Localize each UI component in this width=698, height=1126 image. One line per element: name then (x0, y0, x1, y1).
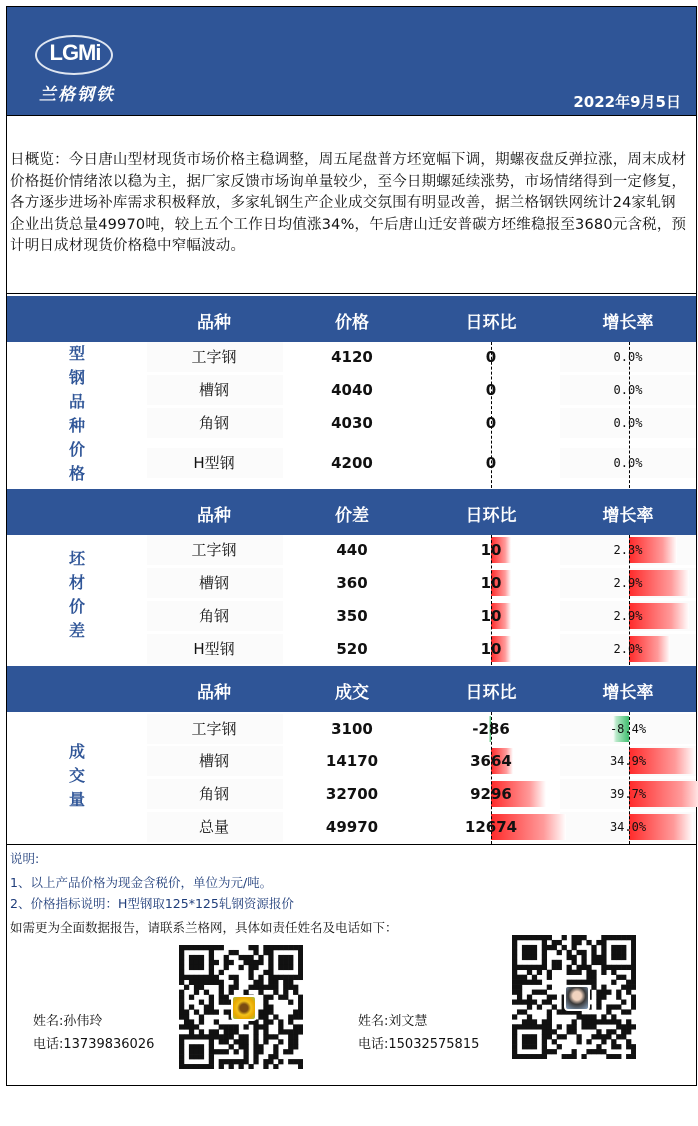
daily-change-cell: 3664 (470, 752, 512, 770)
value-cell: 32700 (325, 785, 379, 803)
table-row (7, 601, 696, 631)
col-variety: 品种 (197, 506, 231, 526)
daily-change-cell: 10 (480, 574, 502, 592)
growth-rate-cell: 0.0% (613, 416, 643, 430)
section-spread-table (7, 535, 696, 665)
growth-rate-cell: 2.9% (613, 576, 643, 590)
daily-change-cell: 0 (485, 414, 497, 432)
growth-rate-cell: 34.9% (609, 754, 647, 768)
growth-rate-cell: 0.0% (613, 456, 643, 470)
value-cell: 3100 (331, 720, 373, 738)
table-row (7, 812, 696, 842)
daily-change-cell: 0 (485, 381, 497, 399)
contact-phone: 电话:15032575815 (358, 1037, 480, 1052)
value-cell: 360 (336, 574, 368, 592)
growth-rate-cell: 39.7% (609, 787, 647, 801)
qr-code-icon (179, 945, 303, 1069)
variety-cell: 工字钢 (191, 720, 237, 738)
section-header-volume (7, 666, 696, 712)
col-growth-rate: 增长率 (602, 313, 654, 333)
report-header (7, 7, 696, 116)
section-header-price (7, 296, 696, 342)
daily-change-cell: 0 (485, 454, 497, 472)
variety-cell: H型钢 (193, 454, 235, 472)
variety-cell: 角钢 (198, 607, 230, 625)
variety-cell: 角钢 (198, 414, 230, 432)
growth-rate-cell: 0.0% (613, 350, 643, 364)
daily-change-cell: 12674 (464, 818, 518, 836)
value-cell: 350 (336, 607, 368, 625)
col-daily-change: 日环比 (465, 683, 517, 703)
growth-rate-cell: 0.0% (613, 383, 643, 397)
variety-cell: 槽钢 (198, 381, 230, 399)
value-cell: 4120 (331, 348, 373, 366)
section-volume-table (7, 712, 696, 844)
databar-axis (491, 342, 492, 488)
table-row (7, 448, 696, 478)
divider (7, 293, 696, 294)
divider (7, 844, 696, 845)
variety-cell: 工字钢 (191, 541, 237, 559)
daily-change-cell: -286 (472, 720, 510, 738)
col-daily-change: 日环比 (465, 506, 517, 526)
growth-rate-cell: -8.4% (609, 722, 647, 736)
variety-cell: 角钢 (198, 785, 230, 803)
databar-axis (491, 535, 492, 665)
variety-cell: 槽钢 (198, 752, 230, 770)
table-row (7, 408, 696, 438)
table-row (7, 342, 696, 372)
growth-rate-cell: 2.9% (613, 609, 643, 623)
table-row (7, 746, 696, 776)
variety-cell: 工字钢 (191, 348, 237, 366)
value-cell: 14170 (325, 752, 379, 770)
daily-change-cell: 10 (480, 607, 502, 625)
note-line-3: 如需更为全面数据报告，请联系兰格网，具体如责任姓名及电话如下： (10, 920, 398, 935)
section-label: 成 交 量 (68, 742, 85, 809)
value-cell: 49970 (325, 818, 379, 836)
contact-name: 姓名:孙伟玲 (33, 1014, 103, 1029)
section-label: 坯 材 价 差 (68, 549, 85, 640)
databar-axis (629, 712, 630, 844)
databar-axis (491, 712, 492, 844)
value-cell: 4030 (331, 414, 373, 432)
section-price-table (7, 342, 696, 488)
table-row (7, 714, 696, 744)
col-volume: 成交 (335, 683, 369, 703)
table-row (7, 779, 696, 809)
logo-chinese-name: 兰格钢铁 (39, 85, 115, 105)
databar-axis (629, 342, 630, 488)
table-row (7, 375, 696, 405)
daily-change-cell: 0 (485, 348, 497, 366)
col-price: 价格 (335, 313, 369, 333)
report-date: 2022年9月5日 (573, 93, 681, 111)
qr-avatar-icon (231, 995, 257, 1021)
col-growth-rate: 增长率 (602, 506, 654, 526)
col-daily-change: 日环比 (465, 313, 517, 333)
section-header-spread (7, 489, 696, 535)
contact-phone: 电话:13739836026 (33, 1037, 155, 1052)
value-cell: 440 (336, 541, 368, 559)
qr-code-icon (512, 935, 636, 1059)
logo-text: LGMi (49, 40, 101, 65)
growth-rate-cell: 2.3% (613, 543, 643, 557)
notes-title: 说明: (10, 851, 40, 866)
value-cell: 520 (336, 640, 368, 658)
growth-rate-cell: 2.0% (613, 642, 643, 656)
col-variety: 品种 (197, 683, 231, 703)
contact-name: 姓名:刘文慧 (358, 1014, 428, 1029)
variety-cell: 槽钢 (198, 574, 230, 592)
note-line-2: 2、价格指标说明：H型钢取125*125轧钢资源报价 (10, 896, 294, 911)
value-cell: 4200 (331, 454, 373, 472)
variety-cell: 总量 (198, 818, 230, 836)
daily-overview: 日概览：今日唐山型材现货市场价格主稳调整，周五尾盘普方坯宽幅下调，期螺夜盘反弹拉涨，周末成材价格挺价情绪浓以稳为主，据厂家反馈市场询单量较少，至今日期螺延续涨势，市场情绪得到一定修复，各方逐步进场补库需求积极释放，多家轧钢生产企业成交氛围有明显改善，据兰格钢铁网统计24家轧钢企业出货总量49970吨，较上五个工作日均值涨34%，午后唐山迁安普碳方坯维稳报至3680元含税，预计明日成材现货价格稳中窄幅波动。 (10, 152, 687, 254)
section-label: 型 钢 品 种 价 格 (68, 344, 85, 483)
table-row (7, 535, 696, 565)
growth-rate-cell: 34.0% (609, 820, 647, 834)
col-spread: 价差 (335, 506, 369, 526)
variety-cell: H型钢 (193, 640, 235, 658)
daily-change-cell: 9296 (470, 785, 512, 803)
daily-change-cell: 10 (480, 640, 502, 658)
databar-axis (629, 535, 630, 665)
qr-avatar-icon (564, 985, 590, 1011)
table-row (7, 568, 696, 598)
daily-change-cell: 10 (480, 541, 502, 559)
col-growth-rate: 增长率 (602, 683, 654, 703)
table-row (7, 634, 696, 664)
note-line-1: 1、以上产品价格为现金含税价，单位为元/吨。 (10, 875, 273, 890)
col-variety: 品种 (197, 313, 231, 333)
value-cell: 4040 (331, 381, 373, 399)
